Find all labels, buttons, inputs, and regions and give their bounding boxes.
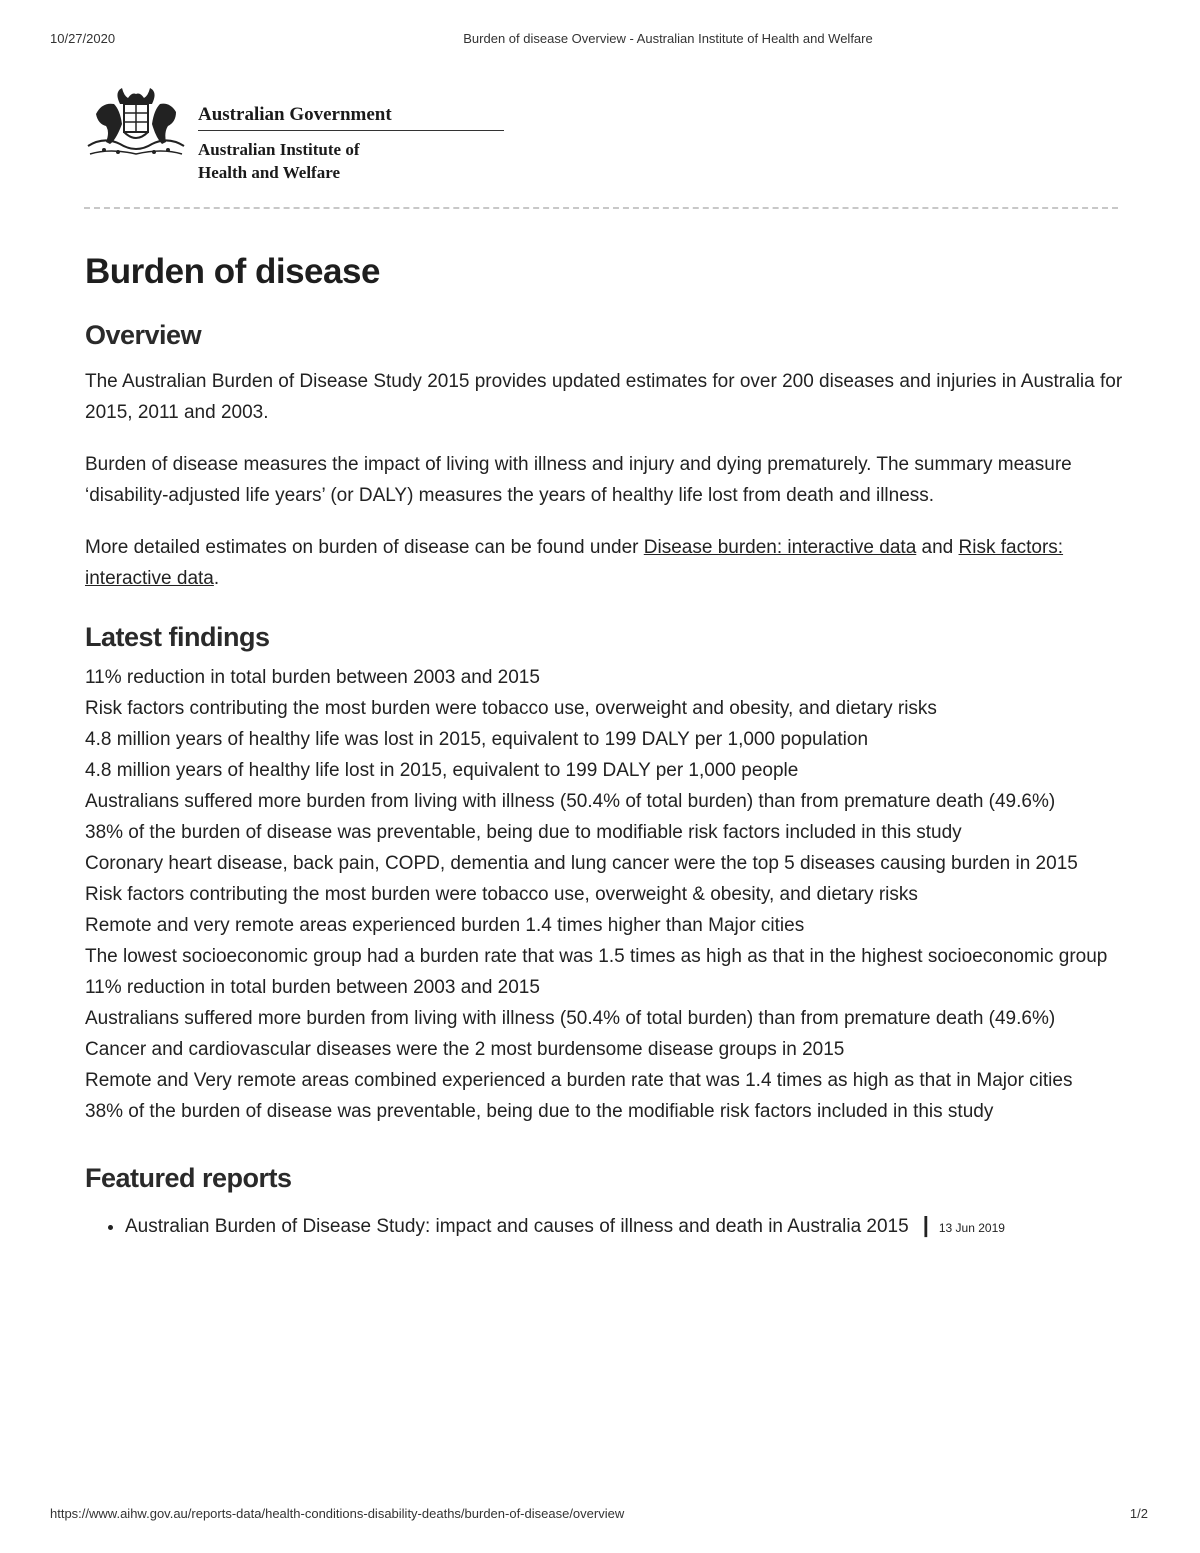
risk-factors-interactive-data-link[interactable]: Risk factors: interactive data <box>85 537 1064 589</box>
overview-heading: Overview <box>85 320 202 350</box>
main-content <box>85 246 1125 1244</box>
overview-paragraph-3-prefix: More detailed estimates on burden of disease can be found under <box>85 537 644 558</box>
overview-paragraph-3 <box>85 532 1125 594</box>
overview-paragraph-2: Burden of disease measures the impact of living with illness and injury and dying prematurely. The summary measure ‘disability-adjusted life years’ (or DALY) measures the years of healthy life lost from death and illness. <box>85 454 1072 506</box>
institute-name-line-1: Australian Institute of <box>198 140 360 159</box>
finding-item: Australians suffered more burden from living with illness (50.4% of total burden) than from premature death (49.6%) <box>85 791 1056 812</box>
print-date: 10/27/2020 <box>50 31 116 46</box>
latest-findings-list <box>85 662 1125 1127</box>
institute-name <box>198 138 360 184</box>
finding-item: Remote and Very remote areas combined experienced a burden rate that was 1.4 times as high as that in Major cities <box>85 1070 1073 1091</box>
report-date-separator: | <box>922 1212 929 1237</box>
finding-item: Cancer and cardiovascular diseases were the 2 most burdensome disease groups in 2015 <box>85 1039 845 1060</box>
finding-item: Risk factors contributing the most burden were tobacco use, overweight and obesity, and dietary risks <box>85 698 937 719</box>
site-logo[interactable] <box>84 84 444 188</box>
disease-burden-interactive-data-link[interactable]: Disease burden: interactive data <box>643 537 917 558</box>
print-url: https://www.aihw.gov.au/reports-data/health-conditions-disability-deaths/burden-of-disease/overview <box>50 1506 625 1521</box>
print-page-title: Burden of disease Overview - Australian Institute of Health and Welfare <box>463 31 873 46</box>
overview-paragraph-1: The Australian Burden of Disease Study 2015 provides updated estimates for over 200 diseases and injuries in Australia for 2015, 2011 and 2003. <box>85 371 1123 423</box>
finding-item: 4.8 million years of healthy life was lost in 2015, equivalent to 199 DALY per 1,000 population <box>85 729 869 750</box>
masthead-rule <box>198 130 504 131</box>
institute-name-line-2: Health and Welfare <box>198 163 340 182</box>
featured-reports-heading: Featured reports <box>85 1163 292 1193</box>
overview-paragraph-3-suffix: . <box>213 568 220 589</box>
finding-item: 38% of the burden of disease was preventable, being due to modifiable risk factors included in this study <box>85 822 962 843</box>
report-date: 13 Jun 2019 <box>938 1221 1005 1235</box>
header-divider <box>84 207 1118 209</box>
finding-item: 11% reduction in total burden between 2003 and 2015 <box>85 977 540 998</box>
finding-item: 4.8 million years of healthy life lost in 2015, equivalent to 199 DALY per 1,000 people <box>85 760 799 781</box>
finding-item: Coronary heart disease, back pain, COPD, dementia and lung cancer were the top 5 diseases causing burden in 2015 <box>85 853 1078 874</box>
finding-item: 11% reduction in total burden between 2003 and 2015 <box>85 667 540 688</box>
finding-item: Remote and very remote areas experienced burden 1.4 times higher than Major cities <box>85 915 805 936</box>
finding-item: 38% of the burden of disease was preventable, being due to the modifiable risk factors included in this study <box>85 1101 994 1122</box>
finding-item: The lowest socioeconomic group had a burden rate that was 1.5 times as high as that in the highest socioeconomic group <box>85 946 1108 967</box>
print-header <box>0 31 1200 49</box>
finding-item: Risk factors contributing the most burden were tobacco use, overweight & obesity, and dietary risks <box>85 884 918 905</box>
finding-item: Australians suffered more burden from living with illness (50.4% of total burden) than from premature death (49.6%) <box>85 1008 1056 1029</box>
government-name: Australian Government <box>198 104 392 125</box>
featured-report-link[interactable]: Australian Burden of Disease Study: impact and causes of illness and death in Australia 2015 <box>125 1216 909 1237</box>
print-page-number: 1/2 <box>1129 1506 1148 1521</box>
featured-reports-list <box>85 1209 1125 1244</box>
featured-report-item <box>125 1209 1125 1244</box>
latest-findings-heading: Latest findings <box>85 622 270 652</box>
print-footer <box>0 1506 1200 1524</box>
page-title: Burden of disease <box>85 252 380 291</box>
overview-paragraph-3-middle: and <box>916 537 959 558</box>
coat-of-arms-icon <box>84 84 188 162</box>
